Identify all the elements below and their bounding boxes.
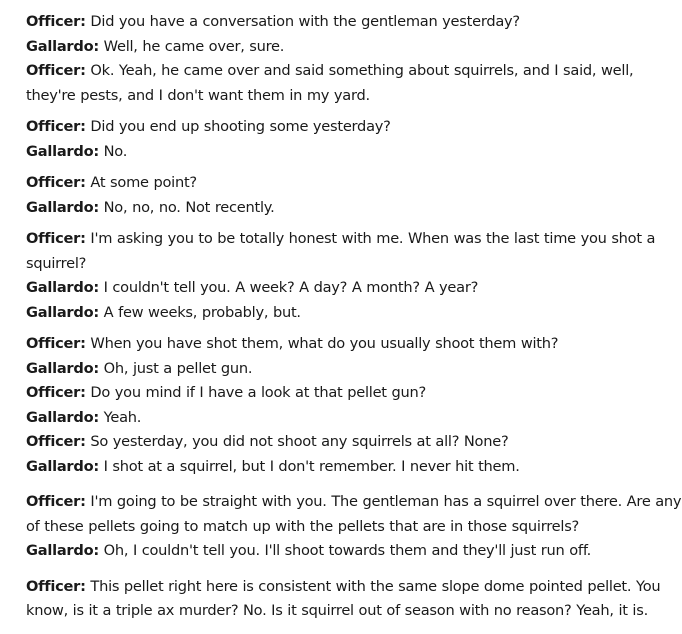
dialogue-line <box>26 381 682 406</box>
dialogue-line <box>26 115 682 140</box>
speaker-name: Officer: <box>26 62 86 79</box>
dialogue-line <box>26 301 682 326</box>
dialogue-line <box>26 430 682 455</box>
utterance-text: Yeah. <box>103 408 142 426</box>
speaker-name: Gallardo: <box>26 279 99 296</box>
dialogue-block <box>26 115 682 164</box>
utterance-text: At some point? <box>90 174 197 191</box>
dialogue-block <box>26 227 682 325</box>
dialogue-block <box>26 490 682 564</box>
utterance-text: Did you have a conversation with the gentleman yesterday? <box>90 13 520 30</box>
utterance-text: I'm going to be straight with you. The gentleman has a squirrel over there. Are any of these pellets going to match up with the pellets that are in those squirrels? <box>26 493 682 535</box>
utterance-text: Oh, I couldn't tell you. I'll shoot towards them and they'll just run off. <box>103 542 592 559</box>
utterance-text: When you have shot them, what do you usually shoot them with? <box>90 335 559 352</box>
speaker-name: Officer: <box>26 230 86 247</box>
dialogue-line <box>26 140 682 165</box>
speaker-name: Gallardo: <box>26 198 99 216</box>
speaker-name: Gallardo: <box>26 408 99 426</box>
dialogue-line <box>26 575 682 624</box>
utterance-text: This pellet right here is consistent with the same slope dome pointed pellet. You know, is it a triple ax murder? No. Is it squirrel out of season with no reason? Yeah, it is. <box>26 577 661 619</box>
dialogue-line <box>26 59 682 108</box>
dialogue-line <box>26 227 682 276</box>
dialogue-block <box>26 10 682 108</box>
speaker-name: Gallardo: <box>26 303 99 321</box>
dialogue-line <box>26 35 682 60</box>
utterance-text: So yesterday, you did not shoot any squirrels at all? None? <box>90 433 509 450</box>
dialogue-line <box>26 332 682 357</box>
dialogue-line <box>26 276 682 301</box>
speaker-name: Officer: <box>26 433 86 450</box>
speaker-name: Officer: <box>26 118 86 135</box>
utterance-text: Do you mind if I have a look at that pellet gun? <box>90 384 426 401</box>
utterance-text: Ok. Yeah, he came over and said something about squirrels, and I said, well, they're pests, and I don't want them in my yard. <box>26 62 634 104</box>
speaker-name: Officer: <box>26 384 86 401</box>
speaker-name: Officer: <box>26 174 86 191</box>
speaker-name: Officer: <box>26 493 86 510</box>
dialogue-line <box>26 10 682 35</box>
dialogue-block <box>26 171 682 220</box>
speaker-name: Officer: <box>26 577 86 595</box>
utterance-text: No, no, no. Not recently. <box>103 198 275 216</box>
utterance-text: I'm asking you to be totally honest with me. When was the last time you shot a squirrel? <box>26 230 656 272</box>
dialogue-line <box>26 196 682 221</box>
speaker-name: Officer: <box>26 13 86 30</box>
speaker-name: Gallardo: <box>26 359 99 377</box>
speaker-name: Officer: <box>26 335 86 352</box>
transcript <box>26 10 682 624</box>
utterance-text: Well, he came over, sure. <box>103 37 285 55</box>
utterance-text: No. <box>103 142 128 160</box>
speaker-name: Gallardo: <box>26 142 99 160</box>
dialogue-block <box>26 332 682 479</box>
speaker-name: Gallardo: <box>26 542 99 559</box>
speaker-name: Gallardo: <box>26 37 99 55</box>
dialogue-line <box>26 406 682 431</box>
dialogue-block <box>26 575 682 624</box>
utterance-text: I shot at a squirrel, but I don't remember. I never hit them. <box>103 457 520 475</box>
speaker-name: Gallardo: <box>26 457 99 475</box>
dialogue-line <box>26 357 682 382</box>
dialogue-line <box>26 490 682 539</box>
dialogue-line <box>26 539 682 564</box>
utterance-text: I couldn't tell you. A week? A day? A month? A year? <box>103 279 479 296</box>
dialogue-line <box>26 171 682 196</box>
utterance-text: Oh, just a pellet gun. <box>103 359 253 377</box>
dialogue-line <box>26 455 682 480</box>
utterance-text: A few weeks, probably, but. <box>103 303 301 321</box>
utterance-text: Did you end up shooting some yesterday? <box>90 118 391 135</box>
